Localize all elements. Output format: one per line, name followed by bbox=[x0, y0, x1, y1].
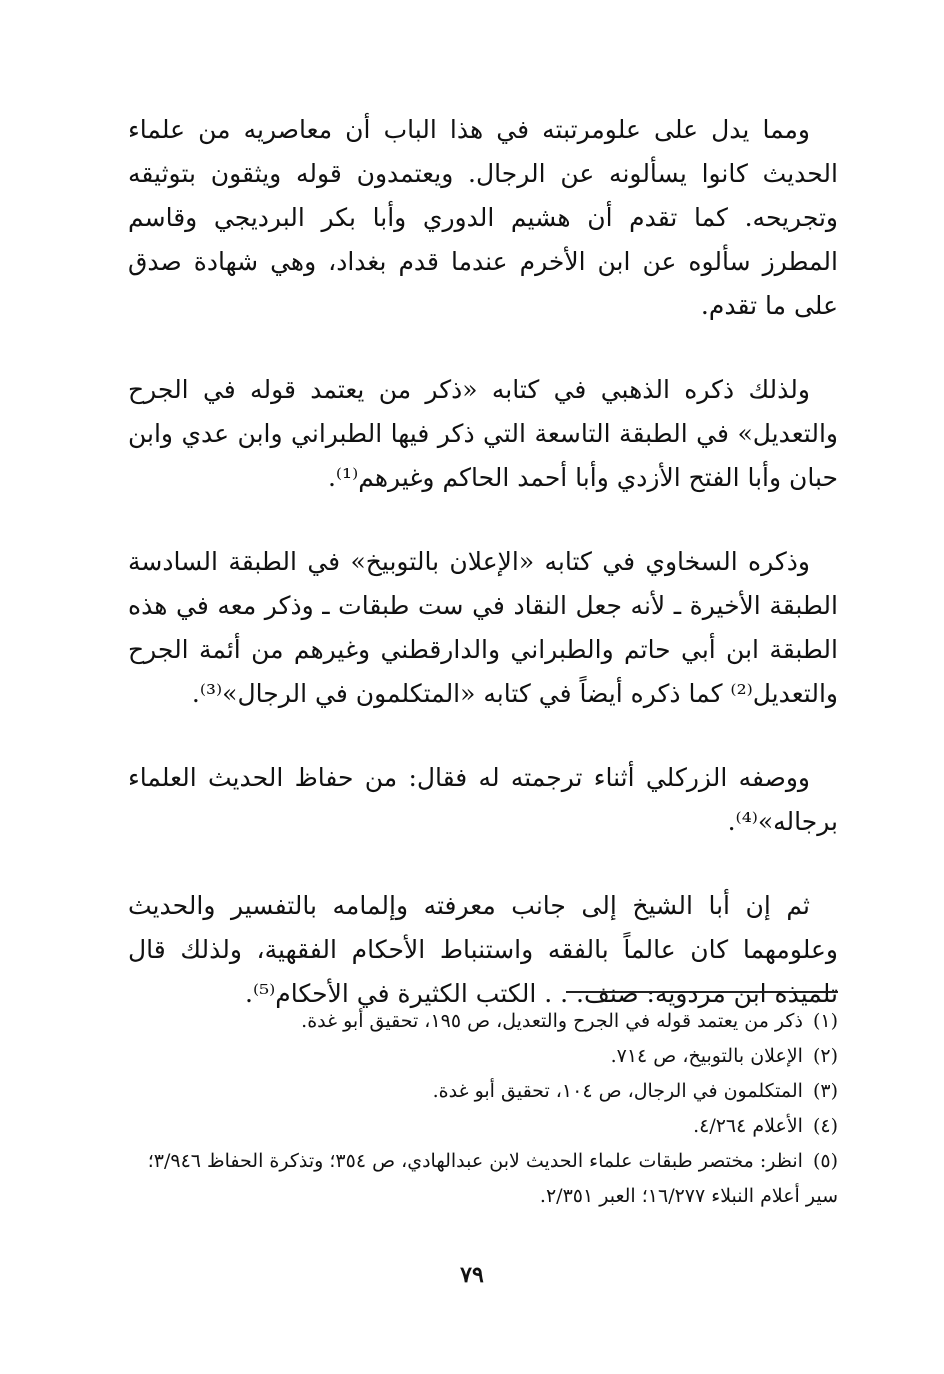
footnotes bbox=[128, 1004, 838, 1214]
paragraph-2: ولذلك ذكره الذهبي في كتابه «ذكر من يعتمد قوله في الجرح والتعديل» في الطبقة التاسعة التي ذكر فيها الطبراني وابن عدي وابن حبان وأبا الفتح الأزدي وأبا أحمد الحاكم وغيرهم⁽¹⁾. bbox=[128, 375, 838, 492]
page-number: ٧٩ bbox=[460, 1262, 484, 1288]
footnote-number: (٣) bbox=[812, 1080, 838, 1102]
footnote-number: (٢) bbox=[812, 1045, 838, 1067]
main-text bbox=[128, 108, 838, 1056]
paragraph-3: وذكره السخاوي في كتابه «الإعلان بالتوبيخ» في الطبقة السادسة الطبقة الأخيرة ـ لأنه جعل النقاد في ست طبقات ـ وذكر معه في هذه الطبقة ابن أبي حاتم والطبراني والدارقطني وغيرهم من أئمة الجرح والتعديل⁽²⁾ كما ذكره أيضاً في كتابه «المتكلمون في الرجال»⁽³⁾. bbox=[128, 547, 838, 708]
footnote-1 bbox=[128, 1004, 838, 1039]
footnote-5 bbox=[128, 1144, 838, 1214]
paragraph-1: ومما يدل على علومرتبته في هذا الباب أن معاصريه من علماء الحديث كانوا يسألونه عن الرجال. ويعتمدون قوله ويثقون بتوثيقه وتجريحه. كما تقدم أن هشيم الدوري وأبا بكر البرديجي وقاسم المطرز سألوه عن ابن الأخرم عندما قدم بغداد، وهي شهادة صدق على ما تقدم. bbox=[128, 115, 838, 320]
footnote-3 bbox=[128, 1074, 838, 1109]
footnote-text: انظر: مختصر طبقات علماء الحديث لابن عبدالهادي، ص ٣٥٤؛ وتذكرة الحفاظ ٣/٩٤٦؛ سير أعلام النبلاء ١٦/٢٧٧؛ العبر ٢/٣٥١. bbox=[147, 1150, 838, 1207]
footnote-number: (٤) bbox=[812, 1115, 838, 1137]
paragraph-5: ثم إن أبا الشيخ إلى جانب معرفته وإلمامه بالتفسير والحديث وعلومهما كان عالماً بالفقه واستنباط الأحكام الفقهية، ولذلك قال تلميذه ابن مردويه: صنف. . . الكتب الكثيرة في الأحكام⁽⁵⁾. bbox=[128, 891, 838, 1008]
footnote-text: ذكر من يعتمد قوله في الجرح والتعديل، ص ١٩٥، تحقيق أبو غدة. bbox=[301, 1010, 803, 1032]
footnote-4 bbox=[128, 1109, 838, 1144]
footnote-separator bbox=[566, 991, 838, 993]
footnote-number: (٥) bbox=[812, 1150, 838, 1172]
paragraph-4: ووصفه الزركلي أثناء ترجمته له فقال: من حفاظ الحديث العلماء برجاله»⁽⁴⁾. bbox=[128, 763, 838, 836]
footnote-text: الأعلام ٤/٢٦٤. bbox=[693, 1115, 803, 1137]
footnote-text: المتكلمون في الرجال، ص ١٠٤، تحقيق أبو غدة. bbox=[432, 1080, 803, 1102]
footnote-text: الإعلان بالتوبيخ، ص ٧١٤. bbox=[610, 1045, 803, 1067]
footnote-2 bbox=[128, 1039, 838, 1074]
footnote-number: (١) bbox=[812, 1010, 838, 1032]
